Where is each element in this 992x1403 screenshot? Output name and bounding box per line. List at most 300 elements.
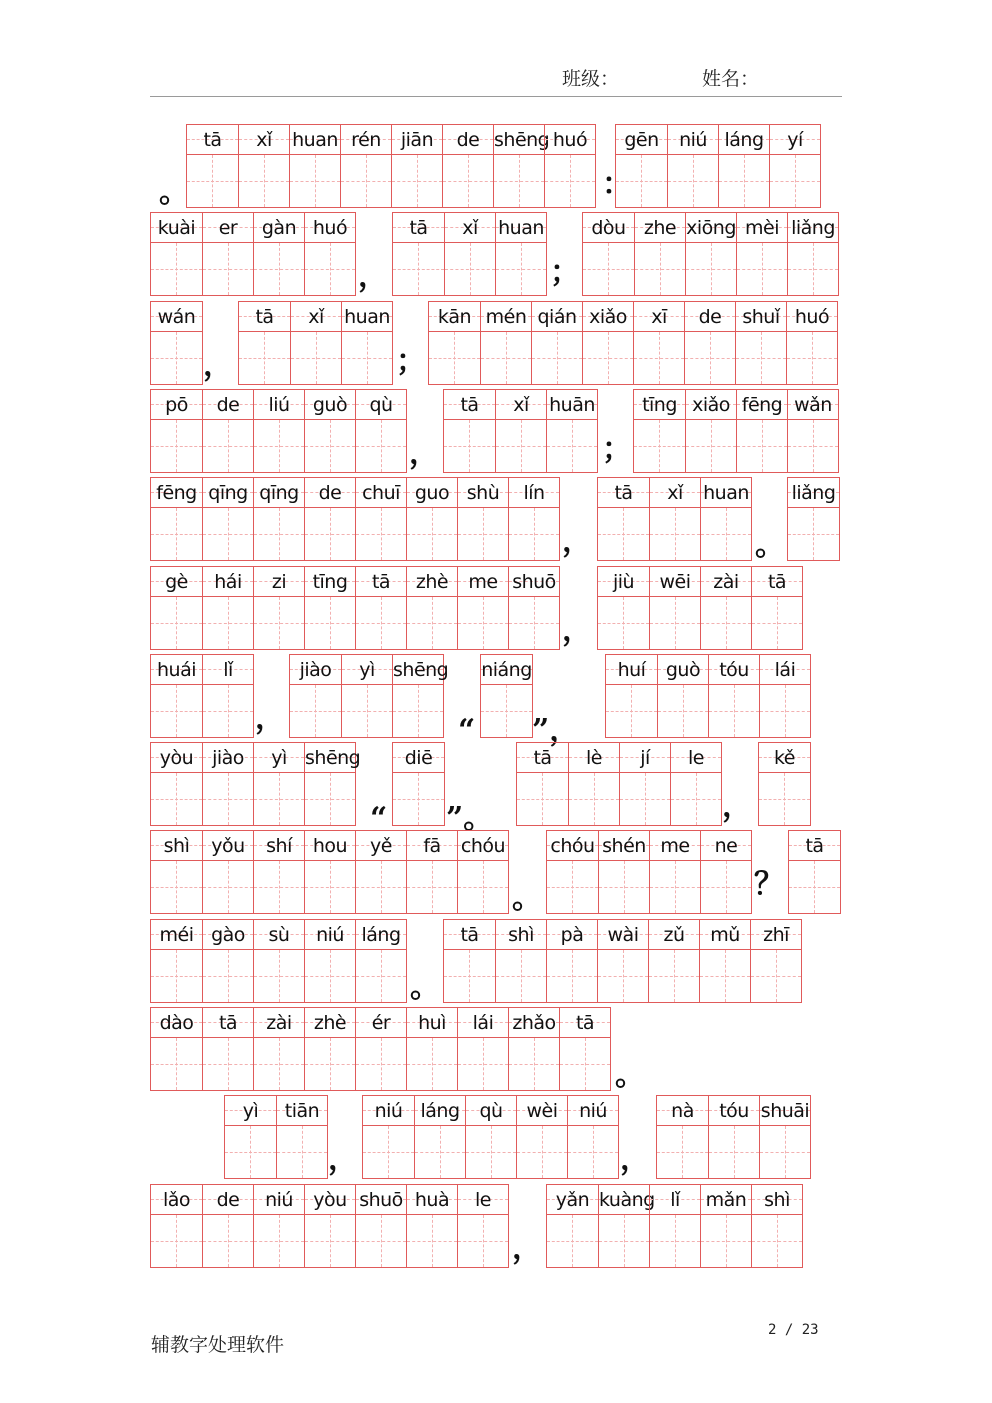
- writing-cell: [253, 1008, 304, 1090]
- character-box[interactable]: [736, 332, 786, 384]
- pinyin-cell-group: [480, 654, 533, 738]
- grid-guide-vertical: [777, 597, 778, 649]
- writing-cell: [495, 920, 546, 1002]
- writing-cell: [508, 567, 559, 649]
- character-box[interactable]: [203, 685, 253, 737]
- character-box[interactable]: [737, 243, 787, 295]
- character-box[interactable]: [393, 685, 443, 737]
- writing-cell: [649, 567, 700, 649]
- character-box[interactable]: [770, 155, 820, 207]
- character-box[interactable]: [509, 1038, 559, 1090]
- pinyin-syllable: fā: [407, 831, 457, 861]
- character-box[interactable]: [481, 332, 531, 384]
- character-box[interactable]: [356, 950, 406, 1002]
- character-box[interactable]: [415, 1126, 465, 1178]
- pinyin-syllable: guò: [305, 390, 355, 420]
- character-box[interactable]: [356, 1038, 406, 1090]
- grid-guide-vertical: [381, 861, 382, 913]
- character-box[interactable]: [788, 243, 838, 295]
- character-box[interactable]: [496, 950, 546, 1002]
- grid-guide-vertical: [623, 508, 624, 560]
- character-box[interactable]: [151, 1215, 202, 1267]
- character-box[interactable]: [342, 685, 392, 737]
- character-box[interactable]: [719, 155, 769, 207]
- character-box[interactable]: [649, 950, 699, 1002]
- character-box[interactable]: [788, 420, 838, 472]
- grid-guide-vertical: [711, 243, 712, 295]
- character-box[interactable]: [151, 243, 202, 295]
- character-box[interactable]: [151, 597, 202, 649]
- writing-cell: [253, 213, 304, 295]
- punctuation-mark: ；: [602, 432, 632, 467]
- character-box[interactable]: [151, 861, 202, 913]
- writing-cell: [202, 743, 253, 825]
- grid-guide-vertical: [228, 773, 229, 825]
- grid-guide-vertical: [744, 155, 745, 207]
- writing-cell: [444, 213, 495, 295]
- grid-guide-vertical: [330, 420, 331, 472]
- character-box[interactable]: [494, 155, 544, 207]
- grid-guide-vertical: [795, 155, 796, 207]
- character-box[interactable]: [751, 950, 801, 1002]
- character-box[interactable]: [517, 1126, 567, 1178]
- pinyin-syllable: shì: [496, 920, 546, 950]
- character-box[interactable]: [203, 597, 253, 649]
- character-box[interactable]: [787, 332, 837, 384]
- character-box[interactable]: [356, 1215, 406, 1267]
- writing-cell: [304, 743, 361, 825]
- character-box[interactable]: [151, 508, 202, 560]
- character-box[interactable]: [393, 773, 444, 825]
- character-box[interactable]: [356, 861, 406, 913]
- character-box[interactable]: [151, 332, 202, 384]
- name-label: 姓名：: [702, 68, 760, 90]
- character-box[interactable]: [547, 1215, 598, 1267]
- pinyin-syllable: yǎn: [547, 1185, 598, 1215]
- character-box[interactable]: [532, 332, 582, 384]
- character-box[interactable]: [657, 1126, 708, 1178]
- punctuation-mark: ，: [562, 613, 592, 648]
- pinyin-syllable: wán: [151, 302, 202, 332]
- character-box[interactable]: [760, 685, 810, 737]
- pinyin-syllable: láng: [415, 1096, 465, 1126]
- grid-guide-vertical: [381, 1038, 382, 1090]
- character-box[interactable]: [668, 155, 718, 207]
- character-box[interactable]: [701, 1215, 751, 1267]
- writing-cell: [202, 567, 253, 649]
- grid-guide-vertical: [675, 1215, 676, 1267]
- grid-guide-vertical: [608, 332, 609, 384]
- character-box[interactable]: [458, 597, 508, 649]
- character-box[interactable]: [254, 243, 304, 295]
- pinyin-cell-group: [150, 830, 509, 914]
- writing-cell: [304, 920, 355, 1002]
- grid-guide-vertical: [645, 773, 646, 825]
- writing-cell: [304, 213, 355, 295]
- punctuation-mark: 。: [410, 970, 440, 1005]
- pinyin-cell-group: [150, 1007, 611, 1091]
- character-box[interactable]: [496, 243, 546, 295]
- character-box[interactable]: [466, 1126, 516, 1178]
- punctuation-mark: 。: [755, 528, 785, 563]
- writing-cell: [517, 743, 568, 825]
- grid-guide-vertical: [762, 420, 763, 472]
- writing-cell: [457, 478, 508, 560]
- character-box[interactable]: [203, 1038, 253, 1090]
- character-box[interactable]: [151, 685, 202, 737]
- character-box[interactable]: [151, 950, 202, 1002]
- character-box[interactable]: [305, 861, 355, 913]
- writing-cell: [649, 831, 700, 913]
- character-box[interactable]: [458, 1215, 508, 1267]
- grid-guide-vertical: [176, 861, 177, 913]
- character-box[interactable]: [547, 861, 598, 913]
- pinyin-syllable: tā: [517, 743, 568, 773]
- pinyin-syllable: zài: [701, 567, 751, 597]
- pinyin-syllable: tā: [356, 567, 406, 597]
- character-box[interactable]: [547, 420, 597, 472]
- character-box[interactable]: [569, 773, 619, 825]
- character-box[interactable]: [187, 155, 238, 207]
- grid-guide-vertical: [785, 1126, 786, 1178]
- pinyin-syllable: lái: [760, 655, 810, 685]
- character-box[interactable]: [254, 508, 304, 560]
- grid-guide-vertical: [279, 861, 280, 913]
- punctuation-mark: ，: [328, 1142, 358, 1177]
- writing-cell: [508, 478, 559, 560]
- pinyin-syllable: me: [650, 831, 700, 861]
- pinyin-syllable: liǎng: [788, 478, 839, 508]
- writing-cell: [151, 478, 202, 560]
- pinyin-syllable: tā: [393, 213, 444, 243]
- pinyin-syllable: dào: [151, 1008, 202, 1038]
- pinyin-syllable: yě: [356, 831, 406, 861]
- grid-guide-vertical: [228, 597, 229, 649]
- grid-guide-vertical: [585, 1038, 586, 1090]
- pinyin-syllable: tiān: [277, 1096, 327, 1126]
- pinyin-syllable: tā: [598, 478, 649, 508]
- character-box[interactable]: [509, 508, 559, 560]
- character-box[interactable]: [444, 950, 495, 1002]
- character-box[interactable]: [788, 508, 839, 560]
- character-box[interactable]: [225, 1126, 276, 1178]
- character-box[interactable]: [305, 1215, 355, 1267]
- character-box[interactable]: [634, 420, 685, 472]
- grid-guide-vertical: [785, 685, 786, 737]
- pinyin-syllable: zhe: [635, 213, 685, 243]
- grid-guide-vertical: [469, 420, 470, 472]
- writing-cell: [457, 1185, 508, 1267]
- character-box[interactable]: [254, 773, 304, 825]
- pinyin-syllable: jí: [620, 743, 670, 773]
- character-box[interactable]: [254, 597, 304, 649]
- character-box[interactable]: [700, 950, 750, 1002]
- character-box[interactable]: [363, 1126, 414, 1178]
- writing-cell: [708, 655, 759, 737]
- character-box[interactable]: [634, 332, 684, 384]
- pinyin-syllable: wèi: [517, 1096, 567, 1126]
- pinyin-syllable: huan: [496, 213, 546, 243]
- character-box[interactable]: [407, 1215, 457, 1267]
- character-box[interactable]: [752, 597, 802, 649]
- character-box[interactable]: [752, 1215, 802, 1267]
- writing-cell: [238, 125, 289, 207]
- writing-cell: [253, 743, 304, 825]
- pinyin-cell-group: [597, 477, 752, 561]
- pinyin-syllable: zhǎo: [509, 1008, 559, 1038]
- character-box[interactable]: [151, 420, 202, 472]
- writing-cell: [598, 1185, 655, 1267]
- writing-cell: [290, 655, 341, 737]
- writing-cell: [619, 743, 670, 825]
- character-box[interactable]: [685, 332, 735, 384]
- character-box[interactable]: [598, 597, 649, 649]
- pinyin-syllable: nà: [657, 1096, 708, 1126]
- character-box[interactable]: [606, 685, 657, 737]
- character-box[interactable]: [760, 1126, 810, 1178]
- character-box[interactable]: [356, 508, 406, 560]
- writing-cell: [363, 1096, 414, 1178]
- writing-cell: [225, 1096, 276, 1178]
- grid-guide-vertical: [176, 597, 177, 649]
- character-box[interactable]: [759, 773, 810, 825]
- character-box[interactable]: [356, 597, 406, 649]
- pinyin-cell-group: [150, 389, 407, 473]
- grid-guide-vertical: [534, 508, 535, 560]
- pinyin-syllable: tā: [444, 920, 495, 950]
- pinyin-cell-group: [787, 477, 840, 561]
- character-box[interactable]: [709, 1126, 759, 1178]
- character-box[interactable]: [701, 597, 751, 649]
- character-box[interactable]: [407, 1038, 457, 1090]
- character-box[interactable]: [305, 773, 355, 825]
- pinyin-cell-group: [428, 301, 838, 385]
- writing-cell: [736, 213, 787, 295]
- pinyin-syllable: de: [685, 302, 735, 332]
- grid-guide-vertical: [176, 243, 177, 295]
- writing-cell: [253, 478, 304, 560]
- grid-guide-vertical: [330, 861, 331, 913]
- grid-guide-vertical: [572, 1215, 573, 1267]
- character-box[interactable]: [305, 950, 355, 1002]
- character-box[interactable]: [701, 508, 751, 560]
- character-box[interactable]: [443, 155, 493, 207]
- character-box[interactable]: [598, 950, 648, 1002]
- writing-cell: [202, 831, 253, 913]
- character-box[interactable]: [254, 861, 304, 913]
- character-box[interactable]: [701, 861, 751, 913]
- character-box[interactable]: [429, 332, 480, 384]
- grid-guide-vertical: [483, 861, 484, 913]
- character-box[interactable]: [598, 508, 649, 560]
- character-box[interactable]: [620, 773, 670, 825]
- character-box[interactable]: [203, 773, 253, 825]
- pinyin-cell-group: [615, 124, 821, 208]
- character-box[interactable]: [254, 1215, 304, 1267]
- character-box[interactable]: [445, 243, 495, 295]
- character-box[interactable]: [239, 155, 289, 207]
- character-box[interactable]: [650, 1215, 700, 1267]
- writing-cell: [751, 567, 802, 649]
- character-box[interactable]: [305, 420, 355, 472]
- pinyin-syllable: gēn: [616, 125, 667, 155]
- character-box[interactable]: [254, 950, 304, 1002]
- character-box[interactable]: [616, 155, 667, 207]
- character-box[interactable]: [277, 1126, 327, 1178]
- writing-cell: [700, 831, 751, 913]
- character-box[interactable]: [305, 597, 355, 649]
- pinyin-syllable: gè: [151, 567, 202, 597]
- character-box[interactable]: [203, 243, 253, 295]
- character-box[interactable]: [407, 597, 457, 649]
- character-box[interactable]: [407, 508, 457, 560]
- grid-guide-vertical: [367, 685, 368, 737]
- writing-cell: [202, 478, 253, 560]
- character-box[interactable]: [599, 1215, 649, 1267]
- pinyin-cell-group: [582, 212, 839, 296]
- pinyin-cell-group: [597, 566, 803, 650]
- character-box[interactable]: [341, 155, 391, 207]
- character-box[interactable]: [509, 597, 559, 649]
- writing-cell: [735, 302, 786, 384]
- pinyin-syllable: tā: [560, 1008, 610, 1038]
- pinyin-syllable: mèi: [737, 213, 787, 243]
- grid-guide-vertical: [176, 950, 177, 1002]
- character-box[interactable]: [203, 420, 253, 472]
- character-box[interactable]: [444, 420, 495, 472]
- grid-guide-vertical: [176, 332, 177, 384]
- grid-guide-vertical: [594, 773, 595, 825]
- grid-guide-vertical: [228, 420, 229, 472]
- grid-guide-vertical: [784, 773, 785, 825]
- character-box[interactable]: [407, 861, 457, 913]
- character-box[interactable]: [342, 332, 392, 384]
- character-box[interactable]: [305, 1038, 355, 1090]
- grid-guide-vertical: [279, 950, 280, 1002]
- grid-guide-vertical: [264, 332, 265, 384]
- character-box[interactable]: [686, 243, 736, 295]
- character-box[interactable]: [356, 420, 406, 472]
- pinyin-syllable: de: [203, 1185, 253, 1215]
- grid-guide-vertical: [491, 1126, 492, 1178]
- writing-cell: [151, 831, 202, 913]
- punctuation-mark: ？: [754, 867, 784, 902]
- character-box[interactable]: [203, 1215, 253, 1267]
- character-box[interactable]: [305, 243, 355, 295]
- writing-cell: [392, 655, 449, 737]
- writing-cell: [151, 920, 202, 1002]
- pinyin-syllable: chuī: [356, 478, 406, 508]
- pinyin-syllable: zhè: [407, 567, 457, 597]
- grid-guide-vertical: [381, 597, 382, 649]
- pinyin-syllable: chóu: [547, 831, 598, 861]
- grid-guide-vertical: [366, 155, 367, 207]
- pinyin-syllable: le: [458, 1185, 508, 1215]
- character-box[interactable]: [517, 773, 568, 825]
- grid-guide-vertical: [228, 1038, 229, 1090]
- character-box[interactable]: [599, 861, 649, 913]
- grid-guide-vertical: [623, 597, 624, 649]
- character-box[interactable]: [203, 508, 253, 560]
- punctuation-mark: 。: [512, 881, 542, 916]
- writing-cell: [465, 1096, 516, 1178]
- grid-guide-vertical: [675, 861, 676, 913]
- character-box[interactable]: [583, 243, 634, 295]
- character-box[interactable]: [583, 332, 633, 384]
- grid-guide-vertical: [506, 332, 507, 384]
- character-box[interactable]: [635, 243, 685, 295]
- grid-guide-vertical: [572, 861, 573, 913]
- pinyin-syllable: jiān: [392, 125, 442, 155]
- pinyin-syllable: me: [458, 567, 508, 597]
- character-box[interactable]: [151, 773, 202, 825]
- character-box[interactable]: [291, 332, 341, 384]
- character-box[interactable]: [671, 773, 721, 825]
- pinyin-syllable: lè: [569, 743, 619, 773]
- pinyin-syllable: mǔ: [700, 920, 750, 950]
- pinyin-syllable: tā: [444, 390, 495, 420]
- character-box[interactable]: [203, 861, 253, 913]
- pinyin-syllable: lǎo: [151, 1185, 202, 1215]
- character-box[interactable]: [545, 155, 595, 207]
- writing-cell: [649, 478, 700, 560]
- grid-guide-vertical: [228, 243, 229, 295]
- character-box[interactable]: [254, 420, 304, 472]
- character-box[interactable]: [686, 420, 736, 472]
- character-box[interactable]: [568, 1126, 618, 1178]
- grid-guide-vertical: [176, 773, 177, 825]
- pinyin-syllable: guò: [658, 655, 708, 685]
- character-box[interactable]: [709, 685, 759, 737]
- character-box[interactable]: [290, 155, 340, 207]
- character-box[interactable]: [151, 1038, 202, 1090]
- character-box[interactable]: [650, 597, 700, 649]
- grid-guide-vertical: [212, 155, 213, 207]
- character-box[interactable]: [392, 155, 442, 207]
- character-box[interactable]: [560, 1038, 610, 1090]
- character-box[interactable]: [305, 508, 355, 560]
- grid-guide-vertical: [381, 508, 382, 560]
- character-box[interactable]: [481, 685, 532, 737]
- writing-cell: [789, 831, 840, 913]
- pinyin-syllable: láng: [719, 125, 769, 155]
- pinyin-cell-group: [656, 1095, 811, 1179]
- character-box[interactable]: [290, 685, 341, 737]
- character-box[interactable]: [203, 950, 253, 1002]
- character-box[interactable]: [458, 1038, 508, 1090]
- pinyin-syllable: shén: [599, 831, 649, 861]
- pinyin-syllable: niú: [668, 125, 718, 155]
- character-box[interactable]: [393, 243, 444, 295]
- character-box[interactable]: [458, 861, 508, 913]
- character-box[interactable]: [254, 1038, 304, 1090]
- punctuation-mark: “: [370, 801, 388, 836]
- character-box[interactable]: [658, 685, 708, 737]
- character-box[interactable]: [737, 420, 787, 472]
- character-box[interactable]: [650, 861, 700, 913]
- character-box[interactable]: [458, 508, 508, 560]
- character-box[interactable]: [496, 420, 546, 472]
- pinyin-syllable: fēng: [737, 390, 787, 420]
- grid-guide-vertical: [659, 420, 660, 472]
- character-box[interactable]: [547, 950, 597, 1002]
- character-box[interactable]: [789, 861, 840, 913]
- pinyin-syllable: fēng: [151, 478, 202, 508]
- writing-cell: [787, 390, 838, 472]
- character-box[interactable]: [650, 508, 700, 560]
- character-box[interactable]: [239, 332, 290, 384]
- pinyin-syllable: huì: [407, 1008, 457, 1038]
